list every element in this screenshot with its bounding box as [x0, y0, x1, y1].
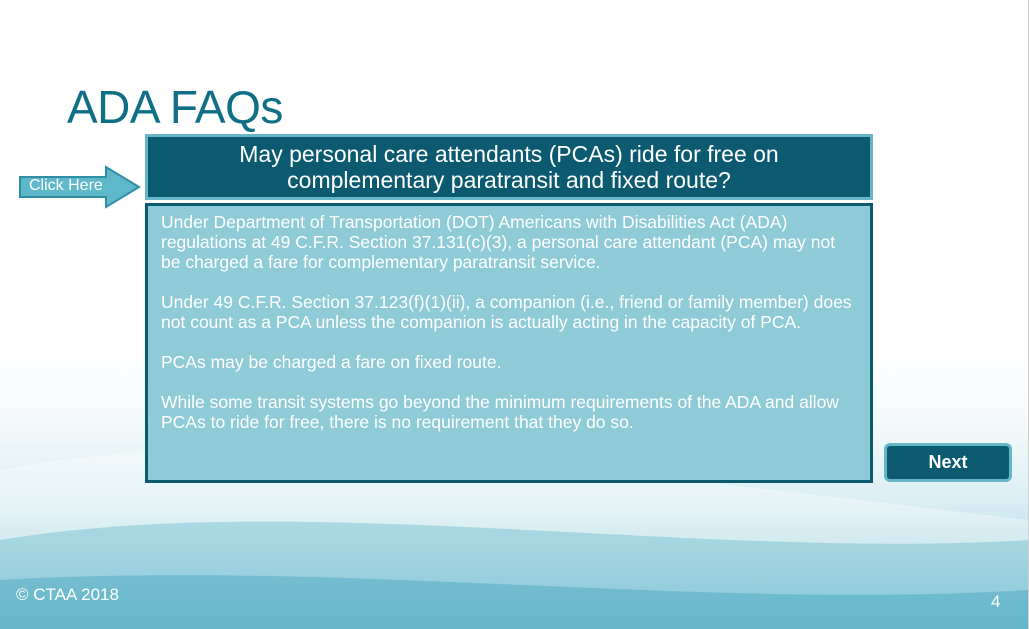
- answer-paragraph-1: Under Department of Transportation (DOT) Americans with Disabilities Act (ADA) regulations at 49 C.F.R. Section 37.131(c)(3), a personal care attendant (PCA) may not be charged a fare for complementary paratransit service.: [161, 212, 836, 272]
- slide-title: ADA FAQs: [67, 81, 283, 133]
- page-number: 4: [991, 592, 1001, 611]
- answer-paragraph-4: While some transit systems go beyond the minimum requirements of the ADA and allow PCAs to ride for free, there is no requirement that they do so.: [161, 392, 839, 432]
- click-here-button[interactable]: [18, 165, 142, 209]
- copyright-footer: © CTAA 2018: [16, 585, 119, 604]
- question-box: [145, 134, 873, 200]
- click-here-label: Click Here: [29, 177, 103, 194]
- answer-paragraph-3: PCAs may be charged a fare on fixed route.: [161, 352, 502, 372]
- answer-paragraph-2: Under 49 C.F.R. Section 37.123(f)(1)(ii), a companion (i.e., friend or family member) does not count as a PCA unless the companion is actually acting in the capacity of PCA.: [161, 292, 852, 332]
- question-text: May personal care attendants (PCAs) ride for free on complementary paratransit and fixed route?: [239, 141, 779, 193]
- answer-box: [145, 203, 873, 483]
- next-button[interactable]: Next: [884, 443, 1012, 482]
